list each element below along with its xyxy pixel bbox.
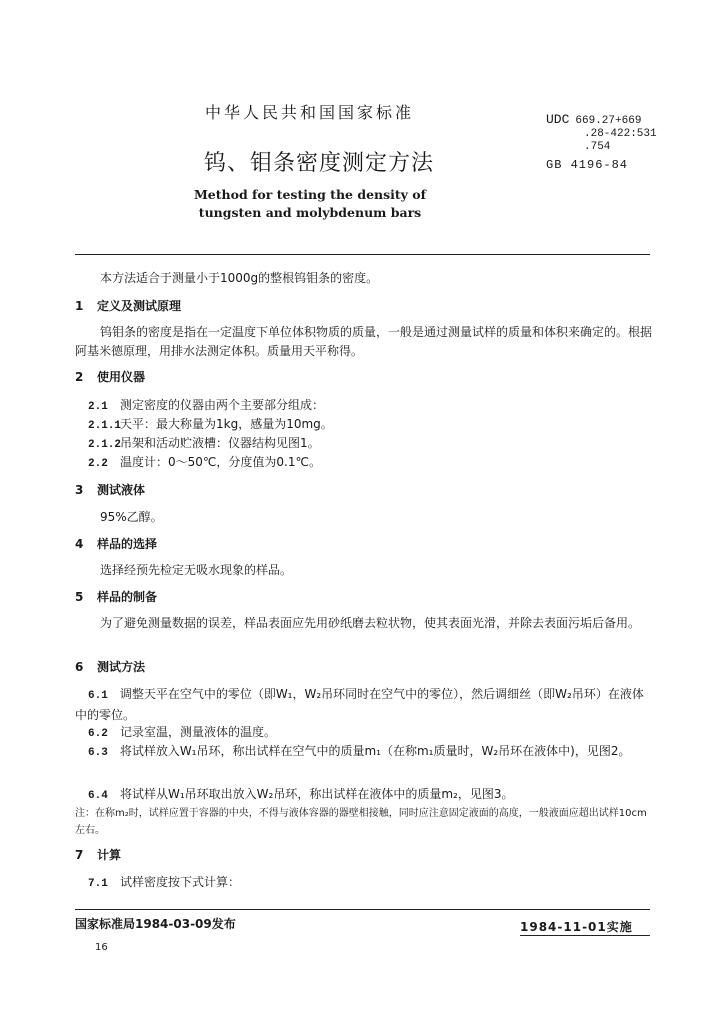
udc-line3: .754 xyxy=(584,141,611,153)
udc-line2: .28-422:531 xyxy=(584,128,657,140)
section-body-5: 为了避免测量数据的误差，样品表面应先用砂纸磨去粒状物，使其表面光滑，并除去表面污垢后备用。 xyxy=(100,616,641,630)
effective-date: 1984-11-01实施 xyxy=(520,920,633,934)
standard-name: 中华人民共和国国家标准 xyxy=(205,103,415,122)
section-heading-4: 4 样品的选择 xyxy=(75,537,158,551)
section-body-4: 选择经预先检定无吸水现象的样品。 xyxy=(100,563,293,577)
item-2-1: 2.1 测定密度的仪器由两个主要部分组成： xyxy=(88,398,325,413)
section-body-1: 钨钼条的密度是指在一定温度下单位体积物质的质量，一般是通过测量试样的质量和体积来确定的。根据阿基米德原理，用排水法测定体积。质量用天平称得。 xyxy=(75,325,653,358)
udc-line1: 669.27+669 xyxy=(575,115,642,127)
section-body-3: 95%乙醇。 xyxy=(100,510,163,524)
udc-label: UDC xyxy=(546,112,570,127)
section-heading-2: 2 使用仪器 xyxy=(75,370,146,384)
title-chinese: 钨、钼条密度测定方法 xyxy=(204,151,435,176)
item-2-1-1: 2.1.1天平：最大称量为1kg，感量为10mg。 xyxy=(88,417,333,432)
issue-date: 国家标准局1984-03-09发布 xyxy=(75,917,236,931)
header-rule xyxy=(75,254,650,255)
page-number: 16 xyxy=(95,942,108,953)
section-heading-1: 1 定义及测试原理 xyxy=(75,299,182,313)
gb-code: GB 4196-84 xyxy=(546,158,629,172)
title-english xyxy=(190,186,430,222)
item-2-2: 2.2 温度计：0～50℃，分度值为0.1℃。 xyxy=(88,455,321,470)
item-6-1: 6.1 调整天平在空气中的零位（即W₁，W₂吊环同时在空气中的零位），然后调细丝（即W₂吊环）在液体中的零位。 xyxy=(75,687,644,722)
title-english-line2: tungsten and molybdenum bars xyxy=(198,205,422,220)
section-6-note: 注：在称m₂时，试样应置于容器的中央，不得与液体容器的器壁相接触，同时应注意固定液面的高度，一般液面应超出试样10cm左右。 xyxy=(75,808,647,836)
section-heading-5: 5 样品的制备 xyxy=(75,590,158,604)
item-6-3: 6.3 将试样放入W₁吊环，称出试样在空气中的质量m₁（在称m₁质量时，W₂吊环在液体中)，见图2。 xyxy=(88,744,631,759)
section-heading-3: 3 测试液体 xyxy=(75,483,146,497)
item-6-4: 6.4 将试样从W₁吊环取出放入W₂吊环，称出试样在液体中的质量m₂，见图3。 xyxy=(88,787,514,802)
item-6-2: 6.2 记录室温，测量液体的温度。 xyxy=(88,725,277,740)
udc-block xyxy=(546,113,657,154)
item-7-1: 7.1 试样密度按下式计算： xyxy=(88,875,241,890)
effective-underline xyxy=(520,935,650,936)
intro-text: 本方法适合于测量小于1000g的整根钨钼条的密度。 xyxy=(100,271,379,285)
title-english-line1: Method for testing the density of xyxy=(193,187,427,202)
section-heading-7: 7 计算 xyxy=(75,848,122,862)
footer-rule xyxy=(75,909,650,910)
item-2-1-2: 2.1.2吊架和活动贮液槽：仪器结构见图1。 xyxy=(88,436,320,451)
section-heading-6: 6 测试方法 xyxy=(75,660,146,674)
